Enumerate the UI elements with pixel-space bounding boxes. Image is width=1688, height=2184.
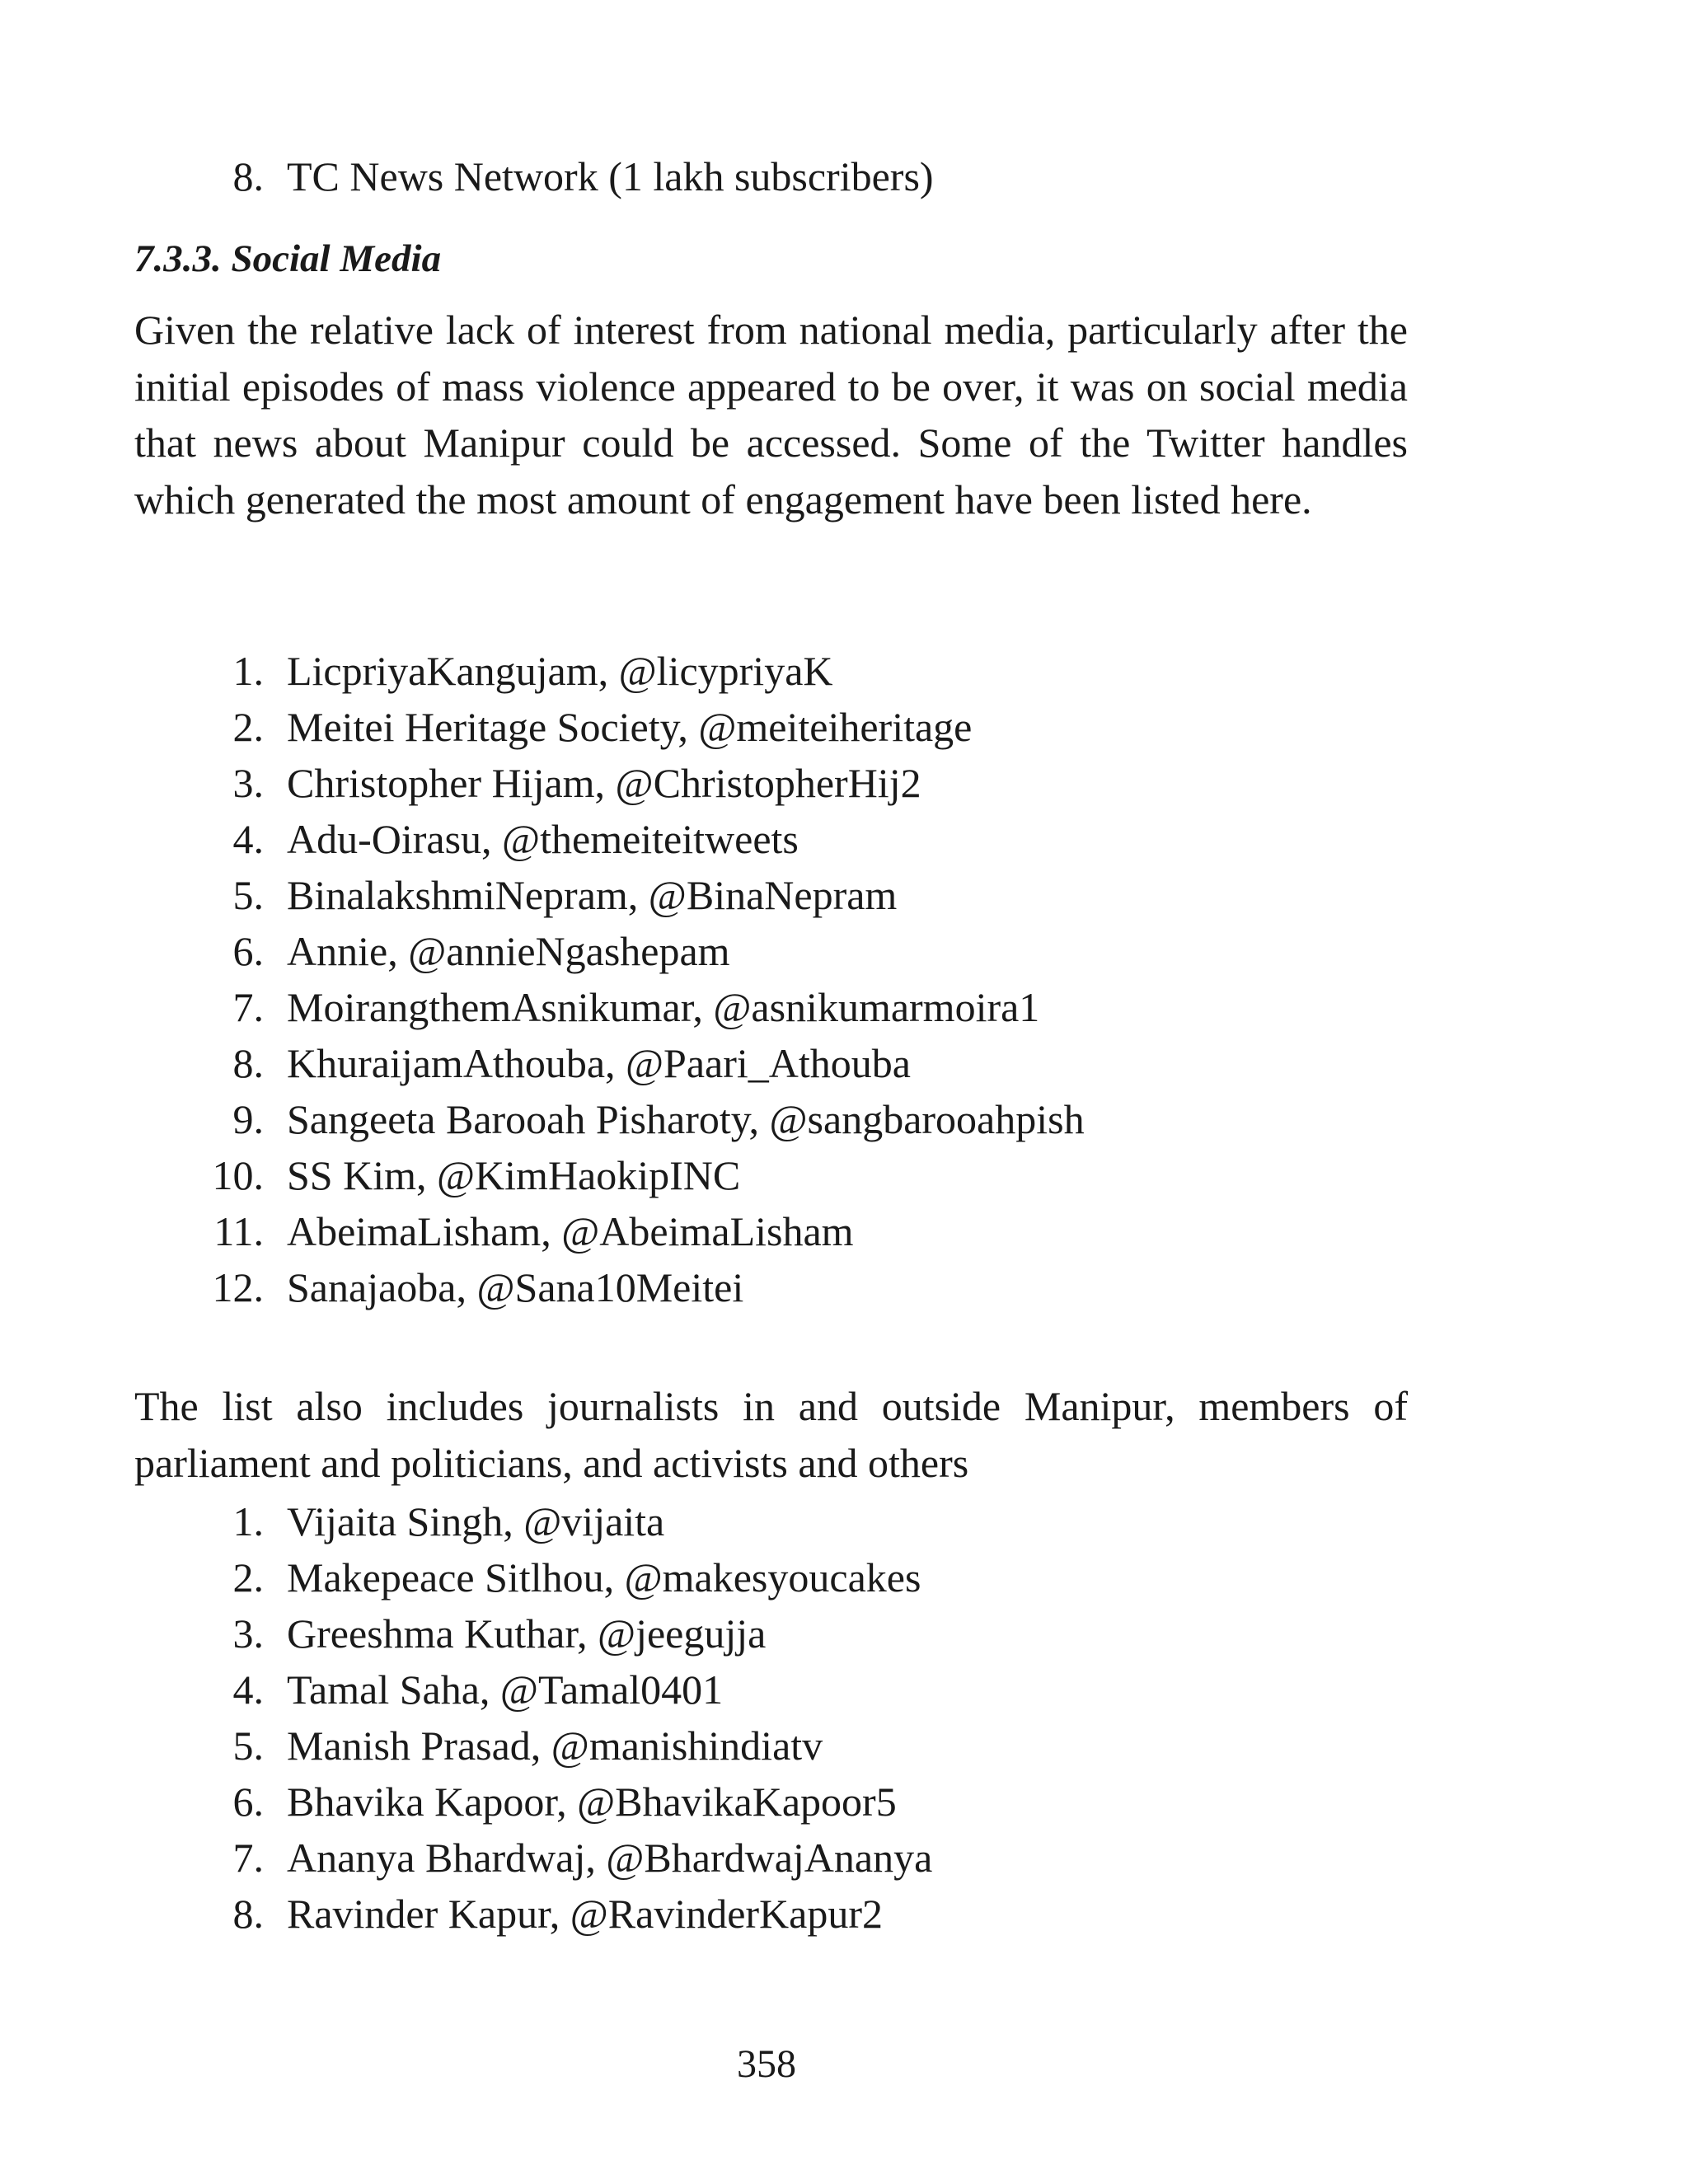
list-item-text: Makepeace Sitlhou, @makesyoucakes [287, 1554, 921, 1601]
list-item-number: 8. [232, 1040, 264, 1086]
list-item-number: 1. [232, 1498, 264, 1544]
list-item-number: 3. [232, 760, 264, 806]
list-item-text: MoirangthemAsnikumar, @asnikumarmoira1 [287, 984, 1040, 1030]
list-item-text: Greeshma Kuthar, @jeegujja [287, 1610, 767, 1657]
list-item-text: Manish Prasad, @manishindiatv [287, 1722, 823, 1769]
list-item-text: Ravinder Kapur, @RavinderKapur2 [287, 1891, 883, 1937]
section-paragraph: Given the relative lack of interest from national media, particularly after the initial episodes of mass violence appeared to be over, it was on social media that news about Manipur could be accessed. Some of the Twitter handles which generated the most amount of engagement have been listed here. [134, 307, 1408, 523]
list-item-number: 5. [232, 1722, 264, 1769]
list-item-number: 4. [232, 816, 264, 862]
list-item-text: KhuraijamAthouba, @Paari_Athouba [287, 1040, 911, 1086]
list-item-number: 7. [232, 984, 264, 1030]
list-item-text: Adu-Oirasu, @themeiteitweets [287, 816, 799, 862]
list-item-number: 7. [232, 1835, 264, 1881]
page-number: 358 [737, 2042, 796, 2086]
list-item-number: 2. [232, 704, 264, 750]
list-item-number: 10. [212, 1152, 264, 1198]
list-item-text: AbeimaLisham, @AbeimaLisham [287, 1208, 854, 1254]
second-paragraph: The list also includes journalists in and outside Manipur, members of parliament and politicians, and activists and others [134, 1383, 1408, 1486]
list-item-text: Sanajaoba, @Sana10Meitei [287, 1264, 744, 1310]
list-item-text: Vijaita Singh, @vijaita [287, 1498, 665, 1544]
list-item-text: Christopher Hijam, @ChristopherHij2 [287, 760, 921, 806]
list-item-number: 3. [232, 1610, 264, 1657]
list-item-number: 6. [232, 1779, 264, 1825]
list-item-text: BinalakshmiNepram, @BinaNepram [287, 872, 898, 918]
list-item-text: Tamal Saha, @Tamal0401 [287, 1666, 724, 1713]
list-item-text: SS Kim, @KimHaokipINC [287, 1152, 741, 1198]
list-item-text: TC News Network (1 lakh subscribers) [287, 153, 934, 199]
list-item-number: 6. [232, 928, 264, 974]
list-item-number: 2. [232, 1554, 264, 1601]
list-item-number: 1. [232, 648, 264, 694]
section-heading: 7.3.3. Social Media [134, 237, 442, 280]
list-item-number: 8. [232, 153, 264, 199]
list-item-text: Annie, @annieNgashepam [287, 928, 730, 974]
list-item-number: 9. [232, 1096, 264, 1142]
list-item-number: 12. [212, 1264, 264, 1310]
list-item-number: 8. [232, 1891, 264, 1937]
list-item-text: Ananya Bhardwaj, @BhardwajAnanya [287, 1835, 933, 1881]
list-item-text: Meitei Heritage Society, @meiteiheritage [287, 704, 973, 750]
list-item-text: Sangeeta Barooah Pisharoty, @sangbarooahpish [287, 1096, 1085, 1142]
list-item-number: 11. [213, 1208, 264, 1254]
list-item-text: LicpriyaKangujam, @licypriyaK [287, 648, 833, 694]
list-item-number: 5. [232, 872, 264, 918]
list-item-text: Bhavika Kapoor, @BhavikaKapoor5 [287, 1779, 897, 1825]
list-item-number: 4. [232, 1666, 264, 1713]
